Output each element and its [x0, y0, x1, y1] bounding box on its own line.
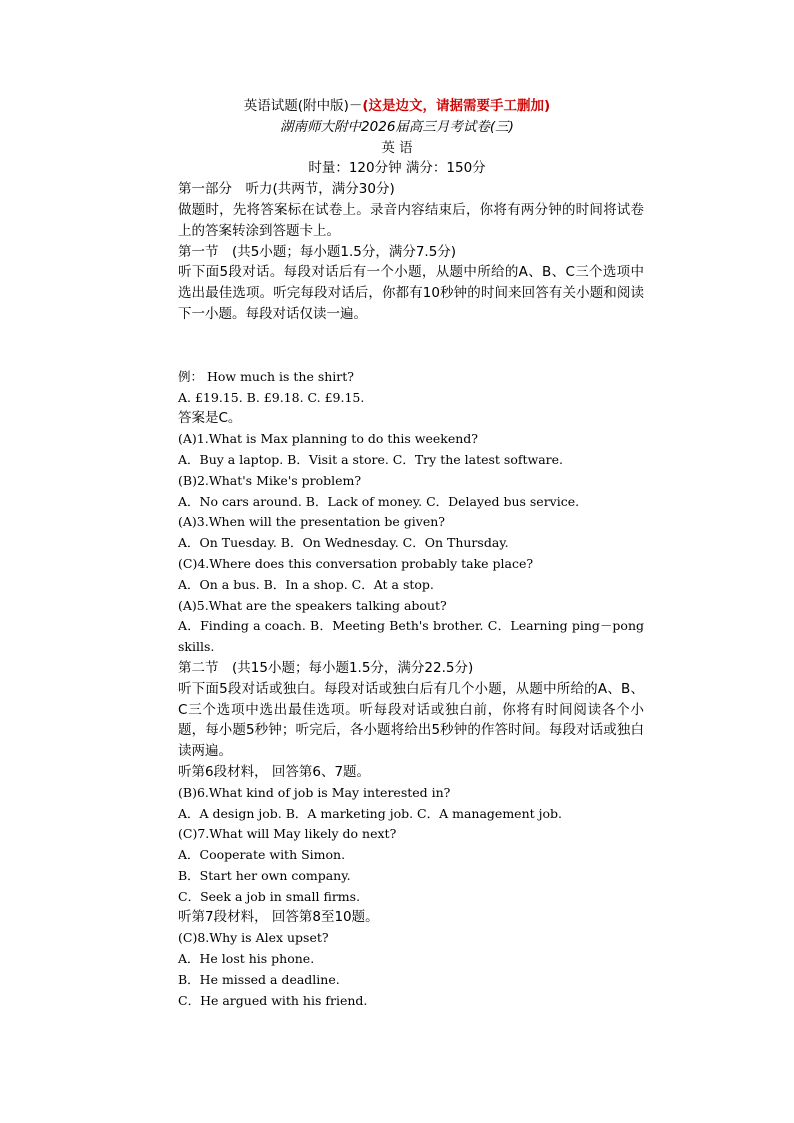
question-stem: (C)8.Why is Alex upset?	[178, 930, 329, 946]
question-stem: (A)1.What is Max planning to do this weekend?	[178, 431, 478, 447]
example-answer: 答案是C。	[178, 410, 242, 427]
section2-heading: 第二节 (共15小题；每小题1.5分，满分22.5分)	[178, 659, 474, 676]
question-stem: (C)4.Where does this conversation probably take place?	[178, 555, 534, 571]
part1-heading: 第一部分 听力(共两节，满分30分)	[178, 181, 395, 198]
document-title	[150, 96, 644, 117]
question-stem: (C)7.What will May likely do next?	[178, 826, 397, 842]
time-info: 时量：120分钟 满分：150分	[308, 160, 486, 177]
question-option-c: C．Seek a job in small firms.	[178, 888, 361, 904]
question-option-b: B．Start her own company.	[178, 867, 351, 883]
question-options: A．Buy a laptop. B．Visit a store. C．Try the latest software.	[178, 451, 564, 467]
title-main: 英语试题(附中版)－	[243, 98, 363, 114]
question-stem: (B)2.What's Mike's problem?	[178, 472, 362, 488]
question-stem: (B)6.What kind of job is May interested in?	[178, 784, 451, 800]
question-options: A．On Tuesday. B．On Wednesday. C．On Thursday.	[178, 535, 509, 551]
title-note: (这是边文，请据需要手工删加)	[362, 98, 551, 114]
section1-heading: 第一节 (共5小题；每小题1.5分，满分7.5分)	[178, 243, 457, 260]
question-option-c: C．He argued with his friend.	[178, 992, 368, 1008]
subject-title: 英 语	[381, 139, 413, 156]
question-options: A．On a bus. B．In a shop. C．At a stop.	[178, 576, 434, 592]
question-option-b: B．He missed a deadline.	[178, 971, 340, 987]
exam-name: 湖南师大附中2026届高三月考试卷(三)	[280, 118, 514, 135]
material-6-heading: 听第6段材料， 回答第6、7题。	[178, 763, 371, 780]
material-7-heading: 听第7段材料， 回答第8至10题。	[178, 909, 379, 926]
spacer	[150, 325, 644, 367]
part1-instructions: 做题时，先将答案标在试卷上。录音内容结束后，你将有两分钟的时间将试卷上的答案转涂到答题卡上。	[178, 201, 644, 239]
question-option-a: A．Cooperate with Simon.	[178, 847, 346, 863]
exam-page	[150, 96, 644, 1011]
section1-instructions: 听下面5段对话。每段对话后有一个小题，从题中所给的A、B、C三个选项中选出最佳选项。听完每段对话后，你都有10秒钟的时间来回答有关小题和阅读下一小题。每段对话仅读一遍。	[178, 264, 644, 322]
question-options: A．Finding a coach. B．Meeting Beth's brother. C．Learning ping－pong skills.	[178, 618, 644, 655]
question-options: A．No cars around. B．Lack of money. C．Delayed bus service.	[178, 493, 580, 509]
question-option-a: A．He lost his phone.	[178, 951, 315, 967]
question-options: A．A design job. B．A marketing job. C．A management job.	[178, 805, 562, 821]
example-options: A. £19.15. B. £9.18. C. £9.15.	[178, 389, 365, 405]
section2-instructions: 听下面5段对话或独白。每段对话或独白后有几个小题，从题中所给的A、B、C三个选项中选出最佳选项。听每段对话或独白前，你将有时间阅读各个小题，每小题5秒钟；听完后，各小题将给出5秒钟的作答时间。每段对话或独白读两遍。	[178, 680, 644, 760]
question-stem: (A)3.When will the presentation be given?	[178, 514, 446, 530]
example-question: 例： How much is the shirt?	[178, 368, 354, 384]
question-stem: (A)5.What are the speakers talking about?	[178, 597, 447, 613]
